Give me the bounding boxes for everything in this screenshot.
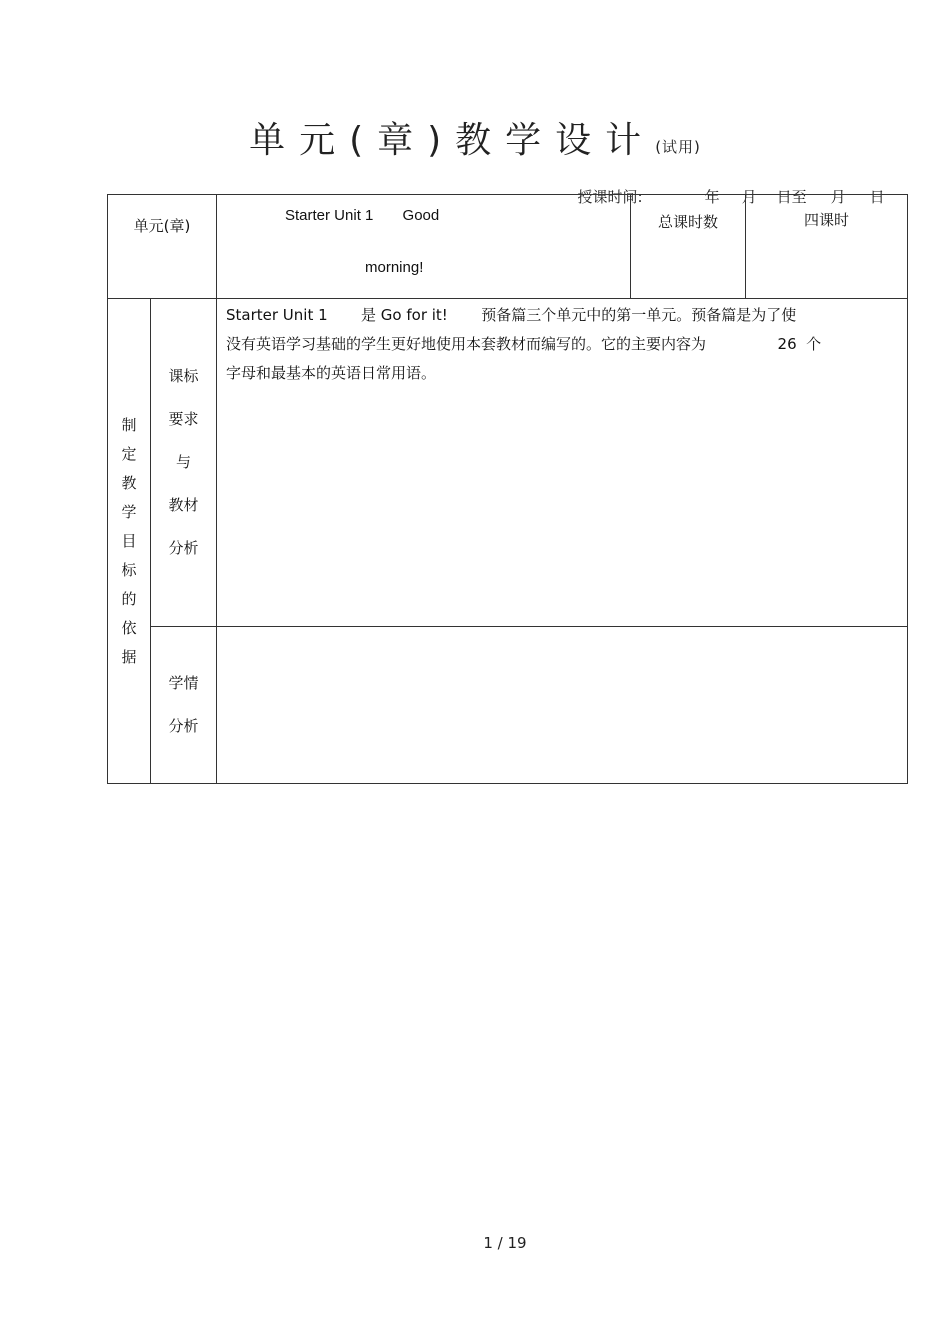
total-hours-value: 四课时 [803,211,849,229]
curriculum-label-cell [151,299,217,627]
curriculum-row [108,299,908,627]
curriculum-content-line: Starter Unit 1 是 Go for it! 预备篇三个单元中的第一单元。预备篇是为了使 [226,306,797,324]
document-title [0,112,950,163]
date-day-end: 日 [869,188,885,206]
unit-name-line2: morning! [365,259,424,276]
basis-group-label-char: 教 [121,473,137,492]
basis-group-label-char: 依 [121,618,137,637]
date-month-end: 月 [830,188,846,206]
basis-group-label-char: 的 [121,589,137,608]
date-year: 年 [704,188,720,206]
curriculum-label-line: 教材 [168,496,199,514]
unit-name-cell [217,195,631,299]
curriculum-label-line: 要求 [168,410,199,428]
students-label-cell [151,627,217,784]
date-month-start: 月 [741,188,757,206]
students-content-cell [217,627,908,784]
basis-group-label-char: 据 [121,647,137,666]
unit-header-row [108,195,908,299]
students-label-line: 学情 [168,674,199,692]
basis-group-label [108,411,150,672]
page-number: 1 / 19 [483,1234,527,1252]
title-main: 单元(章)教学设计 [249,120,656,161]
basis-group-label-char: 标 [121,560,137,579]
basis-group-label-cell [108,299,151,784]
basis-group-label-char: 制 [121,415,137,434]
basis-group-label-char: 目 [121,531,137,550]
total-hours-label: 总课时数 [657,213,718,231]
basis-group-label-char: 学 [121,502,137,521]
basis-group-label-char: 定 [121,444,137,463]
students-row [108,627,908,784]
date-label: 授课时间: [577,188,643,206]
unit-label: 单元(章) [133,217,191,235]
students-label-line: 分析 [168,717,199,735]
date-day-to: 日至 [776,188,807,206]
curriculum-label-line: 课标 [168,367,199,385]
total-hours-value-cell [746,195,908,299]
curriculum-content-line: 没有英语学习基础的学生更好地使用本套教材而编写的。它的主要内容为 26 个 [226,335,822,353]
curriculum-content-line: 字母和最基本的英语日常用语。 [226,364,437,382]
curriculum-content-cell [217,299,908,627]
total-hours-label-cell [631,195,746,299]
title-suffix: (试用) [655,138,701,156]
unit-name-line1: Starter Unit 1 Good [285,207,440,224]
curriculum-label-line: 分析 [168,539,199,557]
curriculum-label-line: 与 [175,453,191,471]
unit-label-cell [108,195,217,299]
lesson-plan-table [107,194,908,784]
